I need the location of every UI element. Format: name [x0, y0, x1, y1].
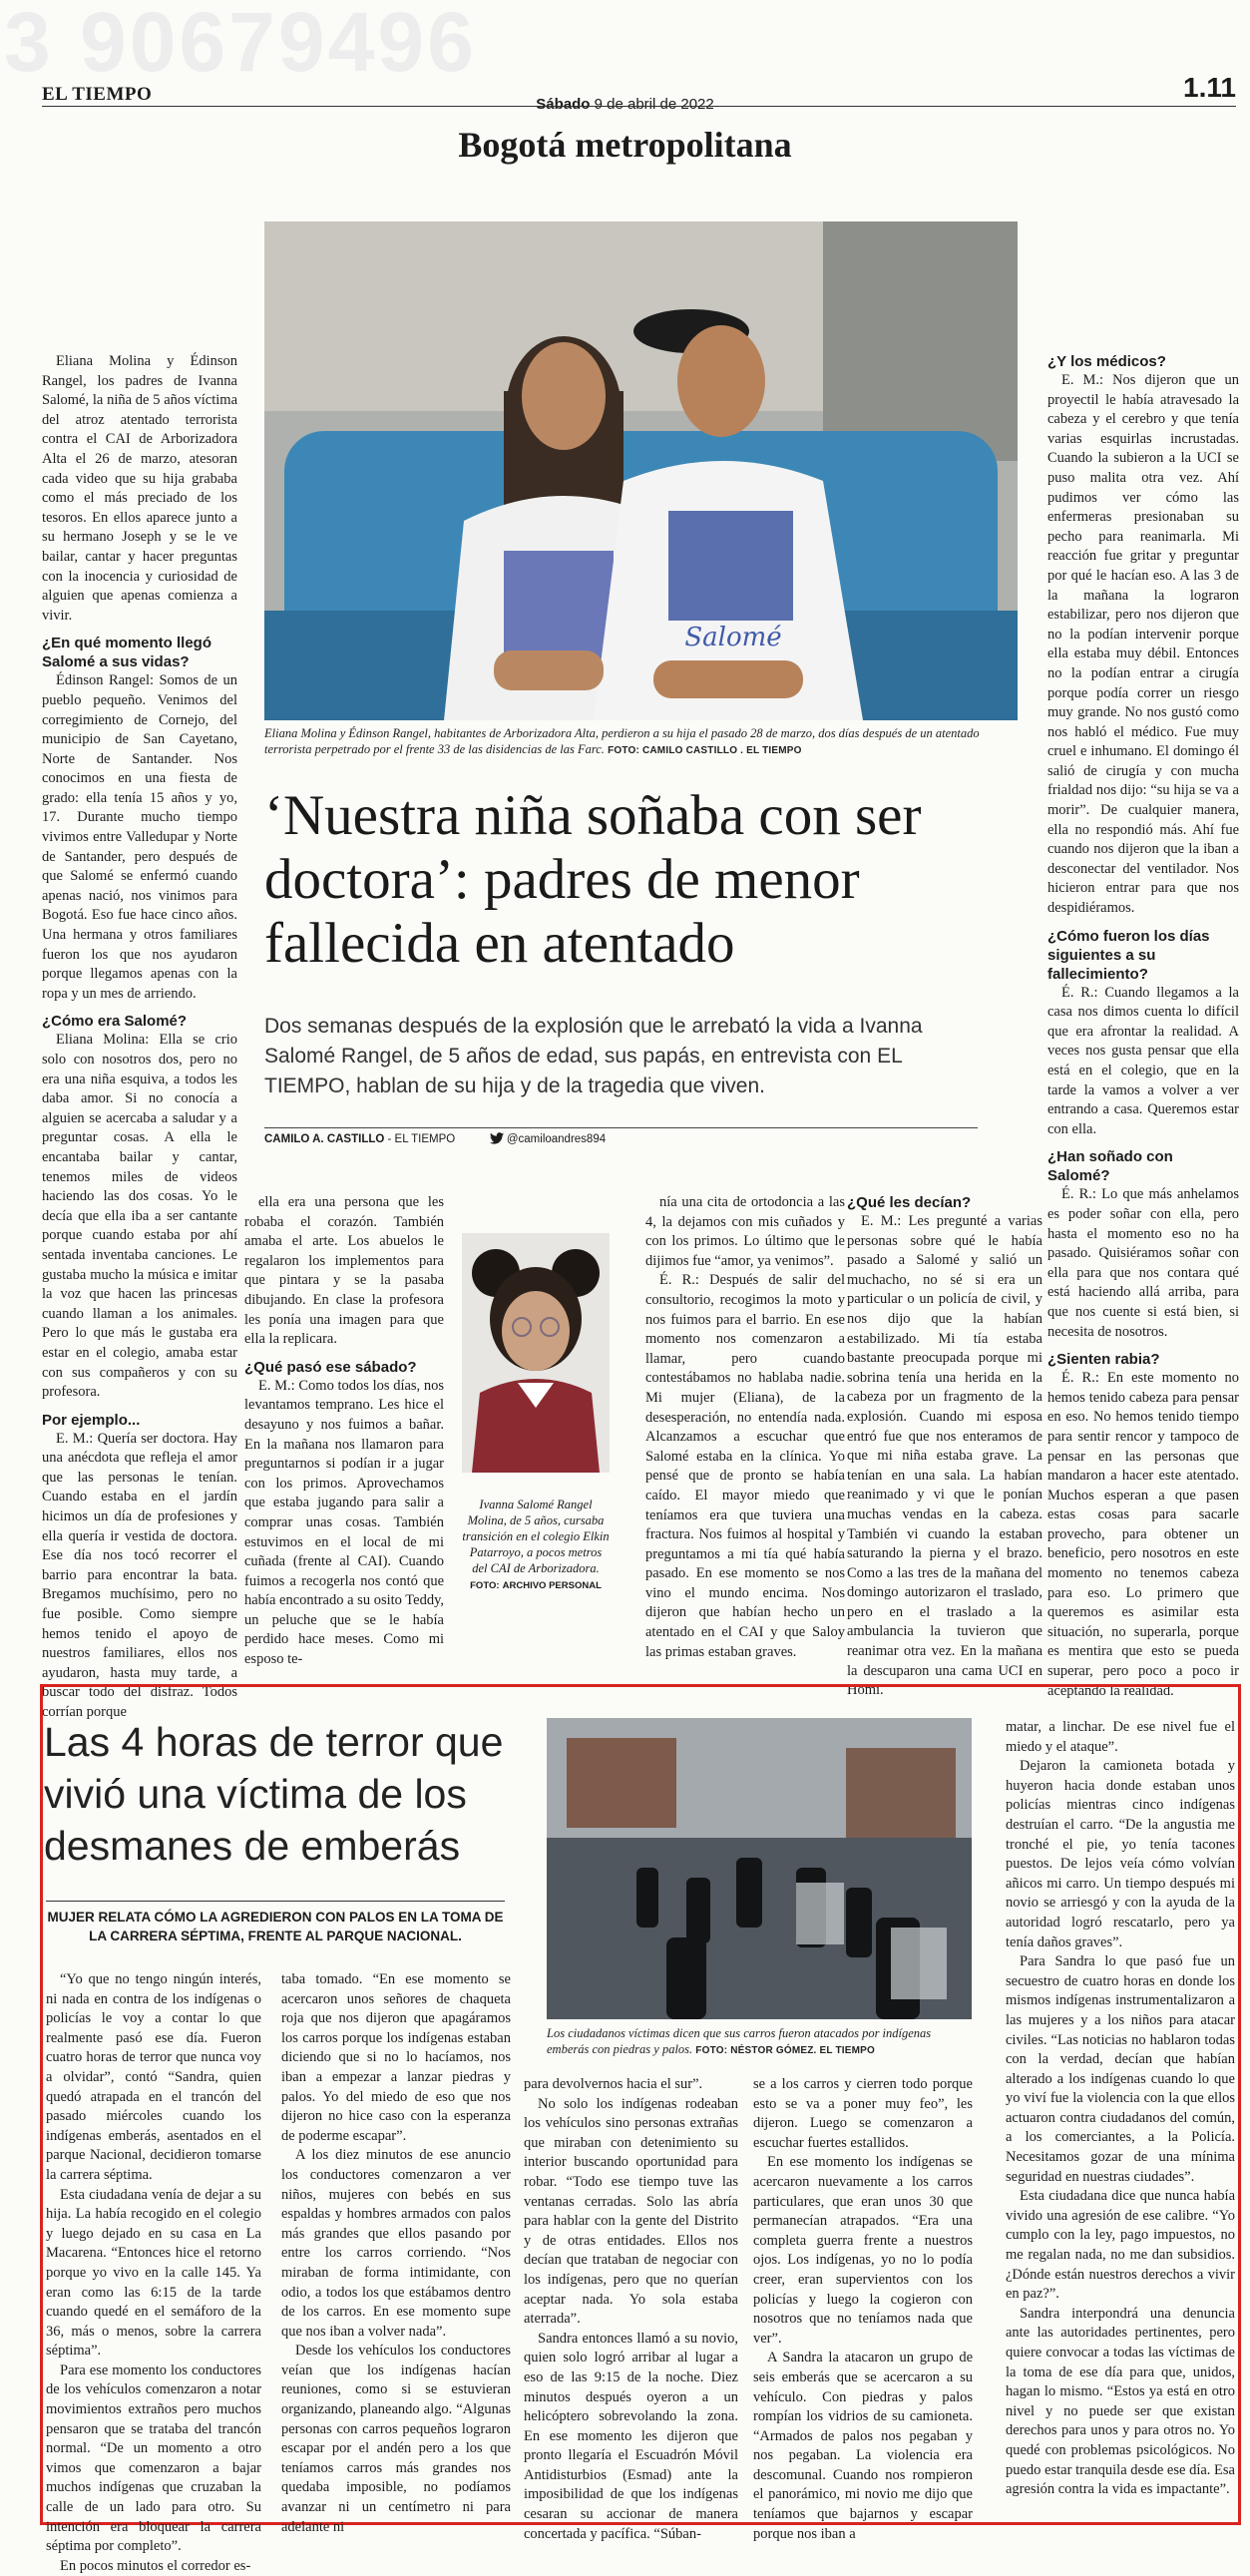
date-day: Sábado — [536, 96, 591, 113]
paragraph: É. R.: Lo que más anhelamos es poder soñar con ella, pero hasta el momento eso no ha pasado. Quisiéramos soñar con ella para que nos contara qué está haciendo allá arriba, para que nos cuente si está bien, si necesita de nosotros. — [1047, 1186, 1239, 1340]
article-column-4 — [847, 1193, 1042, 1699]
article-headline: ‘Nuestra niña soñaba con ser doctora’: padres de menor fallecida en atentado — [264, 784, 922, 975]
byline-rule — [264, 1127, 978, 1128]
paragraph: En ese momento los indígenas se acercaron nuevamente a los carros particulares, que eran unos 30 que permanecían atrapados. “Era una completa guerra frente a nuestros ojos. Los indígenas, yo no lo podía creer, eran supervientos con los policías y luego la cogieron con nosotros que no teníamos nada que ver”. — [753, 2154, 973, 2347]
paragraph: Esta ciudadana dice que nunca había vivido una agresión de ese calibre. “Yo cumplo con la ley, pago impuestos, no me regalan nada, no me dan subsidios. ¿Dónde están nuestros derechos a vivir en paz?”. — [1006, 2188, 1235, 2303]
main-photo-caption-text: Eliana Molina y Édinson Rangel, habitantes de Arborizadora Alta, perdieron a su hija el pasado 28 de marzo, dos días después de un atentado terrorista perpetrado por el frente 33 de las disidencias de las Farc. — [264, 726, 980, 756]
article-dek: Dos semanas después de la explosión que le arrebató la vida a Ivanna Salomé Rangel, de 5 años de edad, sus papás, en entrevista con EL TIEMPO, hablan de su hija y de la tragedia que viven. — [264, 1015, 923, 1097]
paragraph: nía una cita de ortodoncia a las 4, la dejamos con mis cuñados y con los primos. Lo último que le dijimos fue “amor, ya venimos”. — [645, 1194, 845, 1269]
byline-author: CAMILO A. CASTILLO — [264, 1133, 385, 1145]
paragraph: Édinson Rangel: Somos de un pueblo pequeño. Venimos del corregimiento de Cornejo, del municipio de San Cayetano, Norte de Santander. Nos conocimos en una fiesta de grado: ella tenía 15 años y yo, 17. Durante mucho tiempo vivimos entre Valledupar y Norte de Santander, pero después de que Salomé se enfermó cuando apenas nació, nos vinimos para Bogotá. Eso fue hace cinco años. Una hermana y otros familiares fueron los que nos ayudaron porque llegamos apenas con la ropa y un mes de arriendo. — [42, 672, 237, 1002]
paragraph: É. R.: Cuando llegamos a la casa nos dimos cuenta lo difícil que era afrontar la realidad. A veces nos gusta pensar que ella está en el colegio, que en la tarde la vamos a volver a ver entrando a casa. Queremos estar con ella. — [1047, 984, 1239, 1137]
girl-photo-credit: ARCHIVO PERSONAL — [502, 1580, 602, 1591]
paragraph: E. M.: Como todos los días, nos levantamos temprano. Les hice el desayuno y nos fuimos a bañar. En la mañana nos llamaron para preguntarnos si podían ir a jugar con los primos. Aprovechamos que estaba jugando para salir a comprar unas cosas. También estuvimos en el local de mi cuñada (frente al CAI). Cuando fuimos a recogerla nos contó que había encontrado a su osito Teddy, un peluche que se le había perdido hace meses. Como mi esposo te- — [244, 1377, 444, 1668]
paragraph: Para ese momento los conductores de los vehículos comenzaron a notar movimientos extraños pero muchos pensaron que se trataba del trancón normal. “De un momento a otro vimos que comenzaron a bajar muchos indígenas que cruzaban la calle de un lado para otro. Su intención era bloquear la carrera séptima por completo”. — [46, 2361, 261, 2555]
page-number: 1.11 — [1183, 72, 1236, 103]
paragraph: Sandra entonces llamó a su novio, quien solo logró arribar al lugar a eso de las 9:15 de la noche. Diez minutos después oyeron a un helicóptero sobrevolando la zona. En ese momento les dijeron que pronto llegaría el Escuadrón Móvil Antidisturbios (Esmad) ante la imposibilidad de que los indígenas cesaran su accionar de manera concertada y pacífica. “Súban- — [524, 2330, 738, 2542]
sidebar-story-rule — [46, 1901, 505, 1902]
article-column-1 — [42, 352, 237, 1720]
sidebar-story-photo-caption — [547, 2025, 972, 2059]
sidebar-photo-caption-text: Los ciudadanos víctimas dicen que sus carros fueron atacados por indígenas emberás con piedras y palos. — [547, 2026, 932, 2056]
masthead-rule — [42, 106, 1236, 107]
paragraph: En pocos minutos el corredor es- — [60, 2557, 251, 2574]
paragraph: matar, a linchar. De ese nivel fue el miedo y el ataque”. — [1006, 1719, 1235, 1755]
sidebar-story-dek: MUJER RELATA CÓMO LA AGREDIERON CON PALOS EN LA TOMA DE LA CARRERA SÉPTIMA, FRENTE AL PARQUE NACIONAL. — [47, 1910, 504, 1943]
paragraph: taba tomado. “En ese momento se acercaron unos señores de chaqueta roja que nos dijeron que apagáramos los carros porque los indígenas estaban diciendo que si no lo hacíamos, nos iban a empezar a lanzar piedras y palos. Yo del miedo de eso que nos dijeron no hice caso con la esperanza de poderme escapar”. — [281, 1971, 511, 2144]
riot-photo-illustration — [547, 1718, 972, 2019]
shirt-text: Salomé — [684, 623, 782, 652]
twitter-bird-icon — [490, 1132, 504, 1147]
paragraph: No solo los indígenas rodeaban los vehículos sino personas extrañas que miraban con detenimiento su interior buscando oportunidad para robar. “Todo ese tiempo tuve las ventanas cerradas. Solo las abría para hablar con la gente del Distrito y de otras entidades. Ellos nos decían que trataban de negociar con los indígenas, pero que no querían aceptar nada. Yo sola estaba aterrada”. — [524, 2095, 738, 2328]
paragraph: Sandra interpondrá una denuncia ante las autoridades pertinentes, pero quiere convocar a todas las víctimas de la toma de ese día para que, unidos, hagan lo mismo. “Estos ya está en otro nivel y no puede ser que existan derechos para unos y para otros no. Yo quedé con problemas psicológicos. No puedo estar tranquila desde ese día. Esa agresión contra la vida es impactante”. — [1006, 2305, 1235, 2498]
interview-question: ¿Qué pasó ese sábado? — [244, 1358, 417, 1376]
paragraph: “Yo que no tengo ningún interés, ni nada en contra de los indígenas o policías le voy a contar lo que realmente pasó ese día. Fueron cuatro horas de terror que nunca voy a olvidar”, contó “Sandra, quien quedó atrapada en el trancón del pasado miércoles cuando los indígenas emberás, asentados en el parque Nacional, decidieron tomarse la carrera séptima. — [46, 1971, 261, 2183]
paragraph: Para Sandra lo que pasó fue un secuestro de cuatro horas en donde los mismos indígenas instrumentalizaron a las mujeres y a los niños para atacar civiles. “Las noticias no hablaron todas con la verdad, decían que habían alterado a los indígenas cuando lo que yo viví fue la violencia con la que ellos actuaron contra ciudadanos del común, a los comerciantes, a la Policía. Necesitamos gozar de una mínima seguridad en nuestras ciudades”. — [1006, 1953, 1235, 2185]
interview-question: ¿Cómo fueron los días siguientes a su fallecimiento? — [1047, 927, 1210, 983]
article-column-3 — [645, 1193, 845, 1672]
paragraph: Dejaron la camioneta botada y huyeron hacia donde estaban unos policías mientras cinco indígenas destruían el carro. “De la angustia me tronché el pie, yo tenía tacones puestos. De lejos veía cómo volvían añicos mi carro. Un tiempo después mi novio se arriesgó y con la ayuda de la autoridad logró rescatarlo, pero ya tenía daños graves”. — [1006, 1758, 1235, 1950]
main-photo-caption — [264, 725, 1023, 759]
paragraph: E. M.: Quería ser doctora. Hay una anécdota que refleja el amor que las personas le tenían. Cuando estaba en el jardín hicimos un día de profesiones y ella quería ir vestida de doctora. Ese día nos tocó recorrer el barrio para encontrar la bata. Bregamos muchísimo, pero no fue posible. Como siempre hemos tenido el apoyo de nuestros familiares, ellos nos ayudaron, hasta muy tarde, a buscar todo del disfraz. Todos corrían porque — [42, 1430, 237, 1720]
paragraph: E. M.: Nos dijeron que un proyectil le había atravesado la cabeza y el cerebro y que tenía varias esquirlas incrustadas. Cuando la subieron a la UCI se puso malita otra vez. Ahí pudimos ver cómo las enfermeras presionaban su pecho para reanimarla. Mi reacción fue gritar y preguntar por qué le hacían eso. A las 3 de la mañana la lograron estabilizar, pero nos dijeron que no la podían intervenir porque ella estaba muy débil. Entonces no la podían entrar a cirugía porque podía correr un riesgo muy grande. No nos gustó como nos habló el médico. Fue muy cruel e inhumano. El domingo él salió de cirugía y con mucha frialdad nos dijo: “su hija se va a morir”. De cualquier manera, ella no respondió más. Ahí fue cuando nos dijeron que la iban a desconectar del ventilador. Nos hicieron entrar para que nos despidiéramos. — [1047, 372, 1239, 917]
paragraph: É. R.: Después de salir del consultorio, recogimos la moto y nos fuimos para el barrio. En ese momento nos comenzaron a llamar, pero cuando contestábamos no hablaba nadie. Mi mujer (Eliana), de la desesperación, no entendía nada. Alcanzamos a escuchar que Salomé estaba en la clínica. Yo pensé que de pronto se había caído. El mayor miedo que teníamos era que tuviera una fractura. Nos fuimos al hospital y preguntamos a mi tía qué había pasado. En ese momento se nos vino el mundo encima. Nos dijeron que habían hecho un atentado en el CAI y que Saloy las primas estaban graves. — [645, 1272, 845, 1660]
couple-photo-illustration — [264, 221, 1018, 720]
interview-question: ¿En qué momento llegó Salomé a sus vidas? — [42, 635, 212, 671]
interview-question: ¿Han soñado con Salomé? — [1047, 1148, 1173, 1185]
paragraph: É. R.: En este momento no hemos tenido cabeza para pensar en eso. No hemos tenido tiempo para sentir rencor y tampoco de pensar en las personas que mandaron a hacer este atentado. Muchos esperan a que pasen estas cosas para sacarle provecho, para obtener un beneficio, pero nosotros en este momento no tenemos cabeza para eso. Lo primero que queremos es asimilar esta situación, no superarla, porque es mentira que esto se pueda superar, pero poco a poco ir aceptando la realidad. — [1047, 1370, 1239, 1699]
paragraph: A Sandra la atacaron un grupo de seis emberás que se acercaron a su vehículo. Con piedras y palos rompían los vidrios de su camioneta. “Armados de palos nos pegaban y nos pegaban. La violencia era descomunal. Cuando nos rompieron el panorámico, mi novio me dijo que teníamos que bajarnos y escapar porque nos iban a — [753, 2350, 973, 2542]
paragraph: Desde los vehículos los conductores veían que los indígenas hacían reuniones, como si se estuvieran organizando, planeando algo. “Algunas personas con carros pequeños lograron escapar por el andén pero a los que teníamos carros más grandes nos quedaba imposible, no podíamos avanzar ni un centímetro ni para adelante ni — [281, 2343, 511, 2535]
interview-question: ¿Cómo era Salomé? — [42, 1013, 188, 1031]
scan-watermark: 3 90679496 — [4, 0, 477, 89]
girl-photo-caption — [462, 1497, 610, 1594]
byline-outlet: - EL TIEMPO — [384, 1133, 456, 1145]
article-column-2 — [244, 1193, 444, 1672]
sidebar-story-headline: Las 4 horas de terror que vivió una víctima de los desmanes de emberás — [44, 1719, 504, 1869]
article-byline — [264, 1132, 606, 1147]
interview-question: ¿Y los médicos? — [1047, 353, 1166, 370]
sidebar-column-3 — [524, 2075, 738, 2542]
masthead-date — [0, 96, 1250, 113]
sidebar-column-2 — [281, 1970, 511, 2535]
sidebar-column-1 — [46, 1970, 261, 2574]
paragraph: para devolvernos hacia el sur”. — [524, 2076, 703, 2092]
interview-question: ¿Sienten rabia? — [1047, 1351, 1160, 1369]
girl-photo — [462, 1233, 610, 1473]
main-photo — [264, 221, 1018, 720]
girl-photo-caption-text: Ivanna Salomé Rangel Molina, de 5 años, cursaba transición en el colegio Elkin Patarroyo, a pocos metros del CAI de Arborizadora. — [462, 1498, 610, 1575]
paragraph: ella era una persona que les robaba el corazón. También amaba el arte. Los abuelos le regalaron los implementos para que pintara y se la pasaba dibujando. En clase la profesora les ponía una imagen para que ella la replicara. — [244, 1194, 444, 1348]
girl-photo-illustration — [462, 1233, 610, 1473]
paragraph: Eliana Molina y Édinson Rangel, los padres de Ivanna Salomé, la niña de 5 años víctima del atroz atentado terrorista contra el CAI de Arborizadora Alta el 26 de marzo, atesoran cada video que su hija grababa como el más preciado de los tesoros. En ellos aparece junto a su hermano Joseph y se le ve bailar, cantar y hacer preguntas con la inocencia y curiosidad de alguien que apenas comienza a vivir. — [42, 353, 237, 624]
paragraph: E. M.: Les pregunté a varias personas sobre qué le había pasado a Salomé y salió un muchacho, no sé si era un particular o un policía de civil, y nos dijo que la habían estabilizado. Mi tía estaba bastante preocupada porque mi sobrina tenía una herida en la cabeza por un fragmento de la explosión. Cuando mi esposa entró fue que nos enteramos de que mi niña estaba grave. La tenían en una sala. La habían reanimado y vi que le ponían muchas vendas en la cabeza. También vi cuando la estaban saturando la pierna y el brazo. Como a las tres de la mañana del domingo autorizaron el traslado, pero en el traslado a la ambulancia la tuvieron que reanimar otra vez. En la mañana la descuparon una cama UCI en Homi. — [847, 1213, 1042, 1699]
main-photo-credit: FOTO: CAMILO CASTILLO . EL TIEMPO — [608, 745, 802, 756]
paragraph: A los diez minutos de ese anuncio los conductores comenzaron a ver niños, mujeres con bebés en sus espaldas y hombres armados con palos más grandes que ellos pasando por entre los carros corriendo. “Nos miraban de forma intimidante, con odio, a todos los que estábamos dentro de los carros. En ese momento supe que nos iban a volver nada”. — [281, 2147, 511, 2340]
sidebar-photo-credit: FOTO: NÉSTOR GÓMEZ. EL TIEMPO — [695, 2045, 875, 2056]
paragraph: Eliana Molina: Ella se crio solo con nosotros dos, pero no era una niña esquiva, a todos les daba amor. Si no conocía a alguien se acercaba a saludar y a preguntar cosas. A ella le encantaba bailar y cantar, tenemos miles de videos haciendo las dos cosas. Yo le decía que ella iba a ser cantante porque cuando estaba por ahí sentada inventaba canciones. Le gustaba mucho la música e imitar la voz que hacen las princesas cuando llaman a los animales. Pero lo que más le gustaba era estar en el colegio, amaba estar con sus compañeros y con su profesora. — [42, 1032, 237, 1401]
masthead-brand: EL TIEMPO — [42, 84, 153, 105]
paragraph: se a los carros y cierren todo porque esto se va a poner muy feo”, les dijeron. Luego se comenzaron a escuchar fuertes estallidos. — [753, 2076, 973, 2151]
girl-photo-credit-label: FOTO: — [470, 1580, 500, 1591]
paragraph: Esta ciudadana venía de dejar a su hija. La había recogido en el colegio y luego dejado en su casa en La Macarena. “Entonces hice el retorno porque yo vivo en la calle 145. Ya eran como las 6:15 de la tarde cuando quedé en el semáforo de la 36, más o menos, sobre la carrera séptima”. — [46, 2186, 261, 2360]
article-column-5 — [1047, 352, 1239, 1699]
sidebar-column-4 — [753, 2075, 973, 2542]
date-rest: 9 de abril de 2022 — [594, 96, 714, 113]
interview-question: ¿Qué les decían? — [847, 1194, 972, 1211]
sidebar-column-5 — [1006, 1718, 1235, 2521]
interview-question: Por ejemplo... — [42, 1411, 141, 1429]
byline-handle: @camiloandres894 — [506, 1133, 607, 1145]
section-title: Bogotá metropolitana — [458, 125, 792, 165]
sidebar-story-photo — [547, 1718, 972, 2019]
